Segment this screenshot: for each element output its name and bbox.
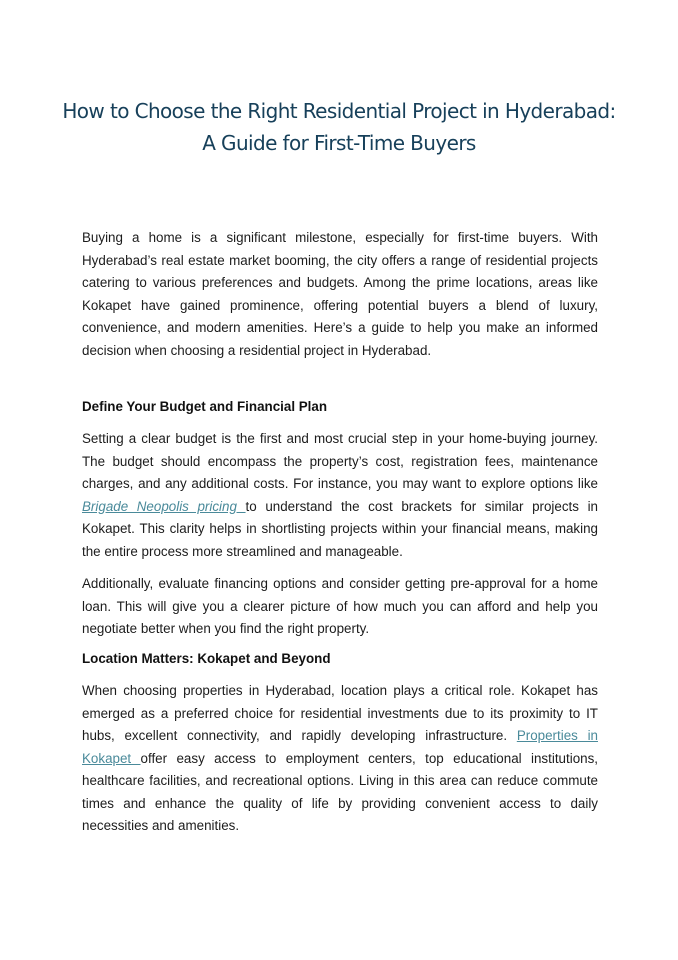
properties-in-kokapet-link[interactable]: Properties in Kokapet	[82, 728, 598, 766]
location-paragraph	[82, 680, 598, 838]
budget-text-after: to understand the cost brackets for similar projects in Kokapet. This clarity helps in shortlisting projects within your financial means, making the entire process more streamlined and manageable.	[82, 498, 598, 559]
location-text-before: When choosing properties in Hyderabad, location plays a critical role. Kokapet has emerged as a preferred choice for residential investments due to its proximity to IT hubs, excellent connectivity, and rapidly developing infrastructure.	[82, 683, 598, 743]
location-section	[82, 648, 598, 838]
page-title: How to Choose the Right Residential Project in Hyderabad: A Guide for First-Time Buyers	[62, 99, 616, 155]
budget-section	[82, 396, 598, 641]
location-text-after: offer easy access to employment centers, top educational institutions, healthcare facilities, and recreational options. Living in this area can reduce commute times and enhance the quality of life by providing convenient access to daily necessities and amenities.	[82, 750, 599, 833]
budget-paragraph	[82, 428, 598, 563]
section-heading-location: Location Matters: Kokapet and Beyond	[82, 651, 331, 666]
intro-section	[82, 227, 598, 362]
section-heading-budget: Define Your Budget and Financial Plan	[82, 399, 328, 414]
budget-text-before: Setting a clear budget is the first and most crucial step in your home-buying journey. The budget should encompass the property’s cost, registration fees, maintenance charges, and any additional costs. For instance, you may want to explore options like	[82, 431, 598, 491]
brigade-neopolis-pricing-link[interactable]: Brigade Neopolis pricing	[82, 498, 246, 514]
financing-paragraph: Additionally, evaluate financing options and consider getting pre-approval for a home loan. This will give you a clearer picture of how much you can afford and help you negotiate better when you find the right property.	[82, 576, 598, 636]
intro-paragraph: Buying a home is a significant milestone, especially for first-time buyers. With Hyderabad’s real estate market booming, the city offers a range of residential projects catering to various preferences and budgets. Among the prime locations, areas like Kokapet have gained prominence, offering potential buyers a blend of luxury, convenience, and modern amenities. Here’s a guide to help you make an informed decision when choosing a residential project in Hyderabad.	[82, 230, 598, 358]
